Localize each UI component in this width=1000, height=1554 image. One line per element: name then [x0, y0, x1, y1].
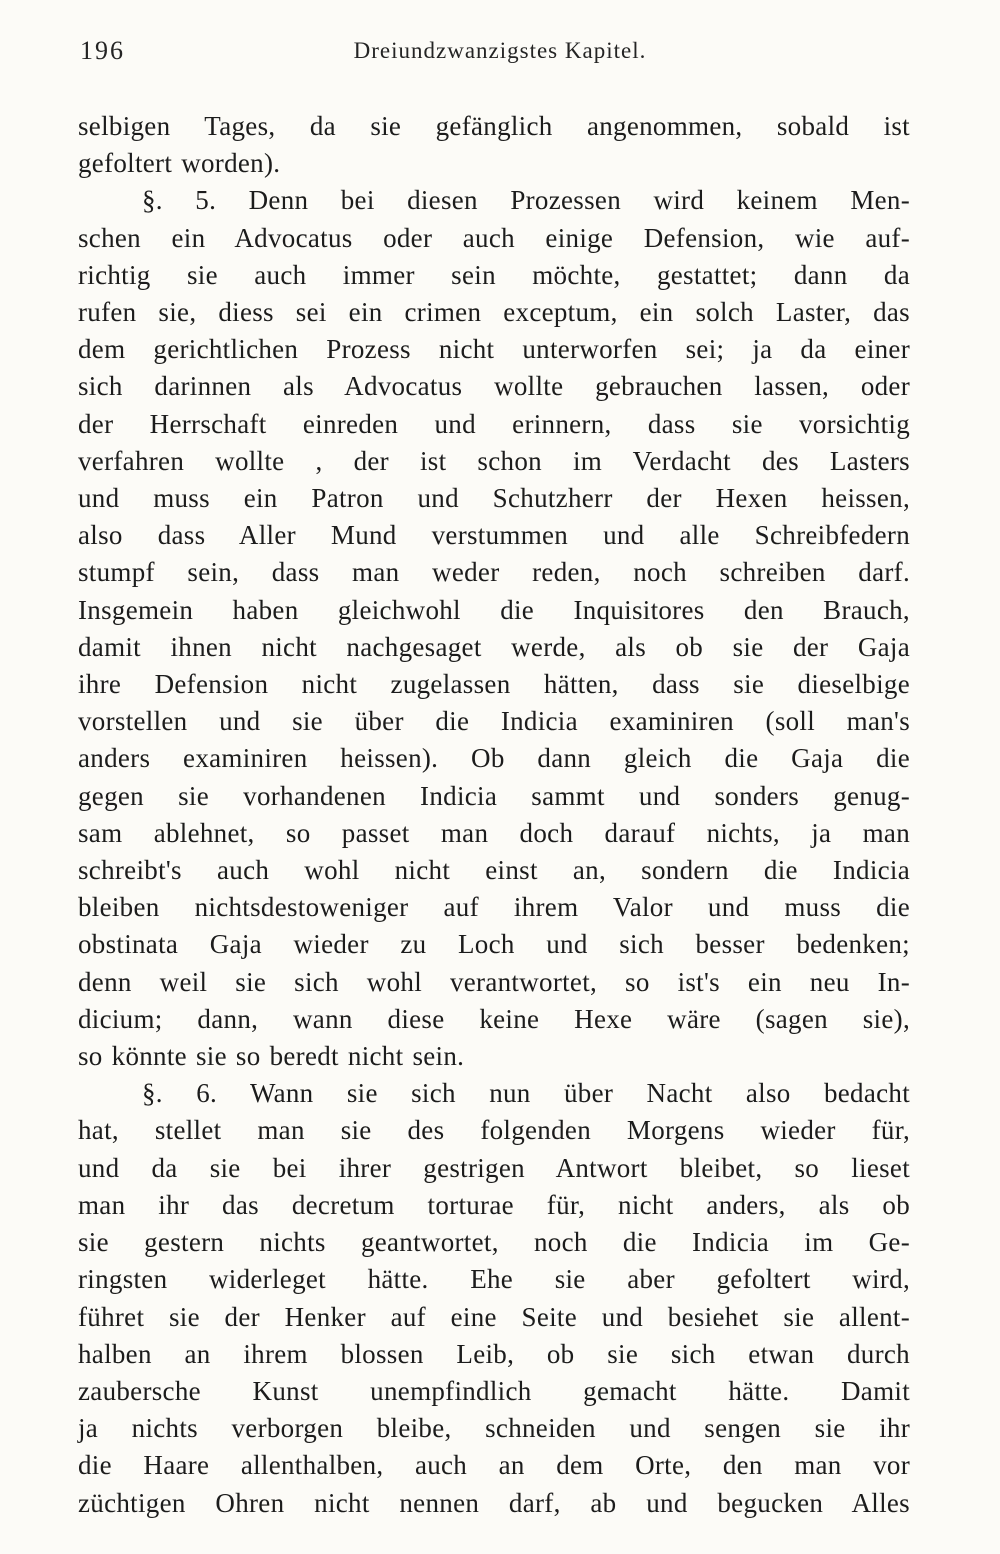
- paragraph: [78, 182, 910, 1075]
- text-line: sam ablehnet, so passet man doch darauf nichts, ja man: [78, 817, 910, 848]
- text-line: Insgemein haben gleichwohl die Inquisitores den Brauch,: [78, 594, 910, 625]
- text-line: damit ihnen nicht nachgesaget werde, als ob sie der Gaja: [78, 631, 910, 662]
- text-line: dem gerichtlichen Prozess nicht unterworfen sei; ja da einer: [78, 334, 910, 365]
- page-body: [78, 108, 910, 1522]
- text-line: züchtigen Ohren nicht nennen darf, ab und begucken Alles: [78, 1487, 910, 1518]
- text-line: §. 5. Denn bei diesen Prozessen wird keinem Men-: [142, 185, 910, 216]
- text-line: sich darinnen als Advocatus wollte gebrauchen lassen, oder: [78, 371, 910, 402]
- text-line: zaubersche Kunst unempfindlich gemacht hätte. Damit: [78, 1375, 910, 1406]
- text-line: selbigen Tages, da sie gefänglich angenommen, sobald ist: [78, 111, 910, 141]
- paragraph: [78, 1075, 910, 1521]
- text-line: denn weil sie sich wohl verantwortet, so ist's ein neu In-: [78, 966, 910, 997]
- text-line: gefoltert worden).: [78, 148, 281, 179]
- page-number: 196: [80, 36, 125, 65]
- text-line: bleiben nichtsdestoweniger auf ihrem Valor und muss die: [78, 892, 910, 923]
- text-line: rufen sie, diess sei ein crimen exceptum, ein solch Laster, das: [78, 297, 910, 328]
- text-line: dicium; dann, wann diese keine Hexe wäre (sagen sie),: [78, 1003, 910, 1034]
- text-line: gegen sie vorhandenen Indicia sammt und sonders genug-: [78, 780, 910, 811]
- text-line: vorstellen und sie über die Indicia examiniren (soll man's: [78, 706, 910, 737]
- text-line: und da sie bei ihrer gestrigen Antwort bleibet, so lieset: [78, 1152, 910, 1183]
- text-line: §. 6. Wann sie sich nun über Nacht also bedacht: [142, 1078, 910, 1109]
- text-line: die Haare allenthalben, auch an dem Orte, den man vor: [78, 1450, 910, 1481]
- text-line: der Herrschaft einreden und erinnern, dass sie vorsichtig: [78, 408, 910, 439]
- text-line: also dass Aller Mund verstummen und alle Schreibfedern: [78, 520, 910, 551]
- text-line: ihre Defension nicht zugelassen hätten, dass sie dieselbige: [78, 669, 910, 700]
- text-line: man ihr das decretum torturae für, nicht anders, als ob: [78, 1189, 910, 1220]
- text-line: obstinata Gaja wieder zu Loch und sich besser bedenken;: [78, 929, 910, 960]
- page-header: [0, 0, 1000, 72]
- text-line: schen ein Advocatus oder auch einige Defension, wie auf-: [78, 222, 910, 253]
- text-line: so könnte sie so beredt nicht sein.: [78, 1041, 465, 1072]
- text-line: ja nichts verborgen bleibe, schneiden und sengen sie ihr: [78, 1413, 910, 1444]
- text-line: stumpf sein, dass man weder reden, noch schreiben darf.: [78, 557, 910, 588]
- paragraph: [78, 108, 910, 182]
- text-line: verfahren wollte , der ist schon im Verdacht des Lasters: [78, 445, 910, 476]
- text-line: und muss ein Patron und Schutzherr der Hexen heissen,: [78, 483, 910, 514]
- chapter-title: Dreiundzwanzigstes Kapitel.: [353, 38, 647, 63]
- text-line: anders examiniren heissen). Ob dann gleich die Gaja die: [78, 743, 910, 774]
- text-line: führet sie der Henker auf eine Seite und besiehet sie allent-: [78, 1301, 910, 1332]
- text-line: schreibt's auch wohl nicht einst an, sondern die Indicia: [78, 855, 910, 886]
- text-line: halben an ihrem blossen Leib, ob sie sich etwan durch: [78, 1338, 910, 1369]
- text-line: sie gestern nichts geantwortet, noch die Indicia im Ge-: [78, 1227, 910, 1258]
- text-line: hat, stellet man sie des folgenden Morgens wieder für,: [78, 1115, 910, 1146]
- text-line: ringsten widerleget hätte. Ehe sie aber gefoltert wird,: [78, 1264, 910, 1295]
- text-line: richtig sie auch immer sein möchte, gestattet; dann da: [78, 259, 910, 290]
